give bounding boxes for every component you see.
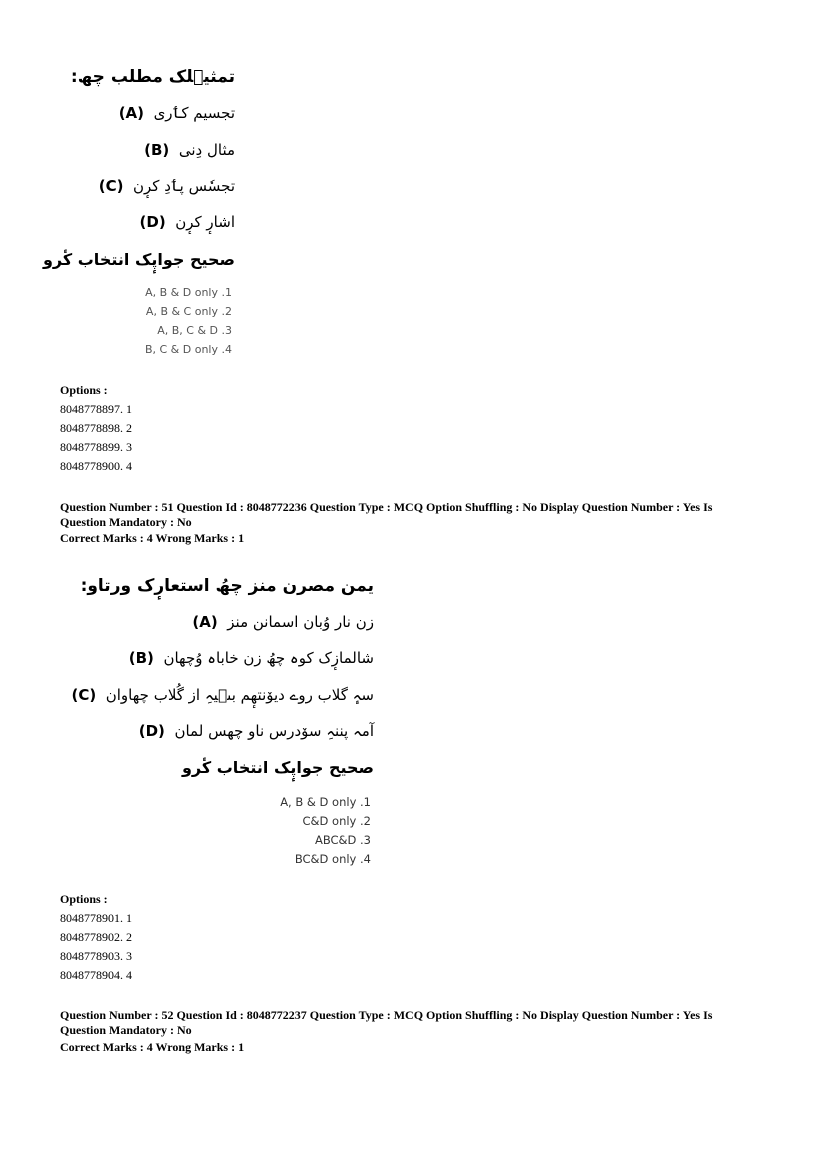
options-heading: Options :: [60, 383, 108, 397]
choice-4: B, C & D only .4: [144, 343, 232, 356]
option-id: 8048778898. 2: [60, 421, 132, 435]
option-c: [71, 686, 374, 704]
option-id: 8048778902. 2: [60, 930, 132, 944]
choice-3: A, B, C & D .3: [157, 324, 232, 337]
option-a: [192, 613, 374, 631]
option-text: آمہ پننہِ سوٚدرس ناو چھس لمان: [174, 722, 374, 740]
option-text: سہٕ گلاب روے دیوٚنتھٕم بٮ۪یہِ از گُلاب چھاوان: [105, 686, 374, 704]
option-label: (D): [139, 213, 166, 231]
option-label: (B): [144, 141, 170, 159]
option-id: 8048778903. 3: [60, 949, 132, 963]
option-label: (A): [192, 613, 218, 631]
choice-1: A, B & D only .1: [145, 286, 232, 299]
option-label: (A): [118, 104, 145, 122]
option-text: زن نار وُبان اسمانن منز: [227, 613, 374, 631]
option-text: تجسٗس پٲدِ کرٕن: [133, 177, 235, 195]
option-id: 8048778904. 4: [60, 968, 132, 982]
option-label: (C): [71, 686, 97, 704]
choice-2: A, B & C only .2: [145, 305, 232, 318]
choice-1: A, B & D only .1: [280, 795, 371, 809]
question-meta: Question Number : 52 Question Id : 8048772237 Question Type : MCQ Option Shuffling : No Display Question Number : Yes Is Question Mandatory : No: [60, 1008, 713, 1037]
choice-2: C&D only .2: [302, 814, 371, 828]
question-marks: Correct Marks : 4 Wrong Marks : 1: [60, 531, 245, 545]
question-meta: Question Number : 51 Question Id : 8048772236 Question Type : MCQ Option Shuffling : No Display Question Number : Yes Is Question Mandatory : No: [60, 500, 713, 529]
option-text: تجسیم کٲری: [153, 104, 235, 122]
question-marks: Correct Marks : 4 Wrong Marks : 1: [60, 1040, 245, 1054]
option-id: 8048778897. 1: [60, 402, 132, 416]
option-text: مثال دِنی: [178, 141, 235, 159]
option-d: [140, 213, 235, 231]
option-id: 8048778899. 3: [60, 440, 132, 454]
option-b: [144, 141, 235, 159]
instruction: صحیح جواپٕک انتخاب کٔرو: [42, 250, 235, 269]
options-heading: Options :: [60, 892, 108, 906]
choice-3: ABC&D .3: [314, 833, 371, 847]
option-c: [99, 177, 235, 195]
option-id: 8048778900. 4: [60, 459, 132, 473]
instruction: صحیح جواپٕک انتخاب کٔرو: [181, 758, 374, 777]
option-b: [129, 649, 374, 667]
option-id: 8048778901. 1: [60, 911, 132, 925]
choice-4: BC&D only .4: [294, 852, 371, 866]
option-d: [139, 722, 374, 740]
question-stem: تمثیٖلک مطلب چھ:: [70, 67, 235, 87]
option-text: اشارٕ کرٕن: [175, 213, 235, 231]
option-text: شالمازٕک کوہ چھُ زن خاباہ وُچھان: [163, 649, 374, 667]
question-stem: یمن مصرن منز چھُ استعارٕک ورتاو:: [80, 576, 374, 596]
option-label: (C): [98, 177, 124, 195]
option-label: (B): [128, 649, 154, 667]
option-a: [119, 104, 235, 122]
option-label: (D): [138, 722, 165, 740]
